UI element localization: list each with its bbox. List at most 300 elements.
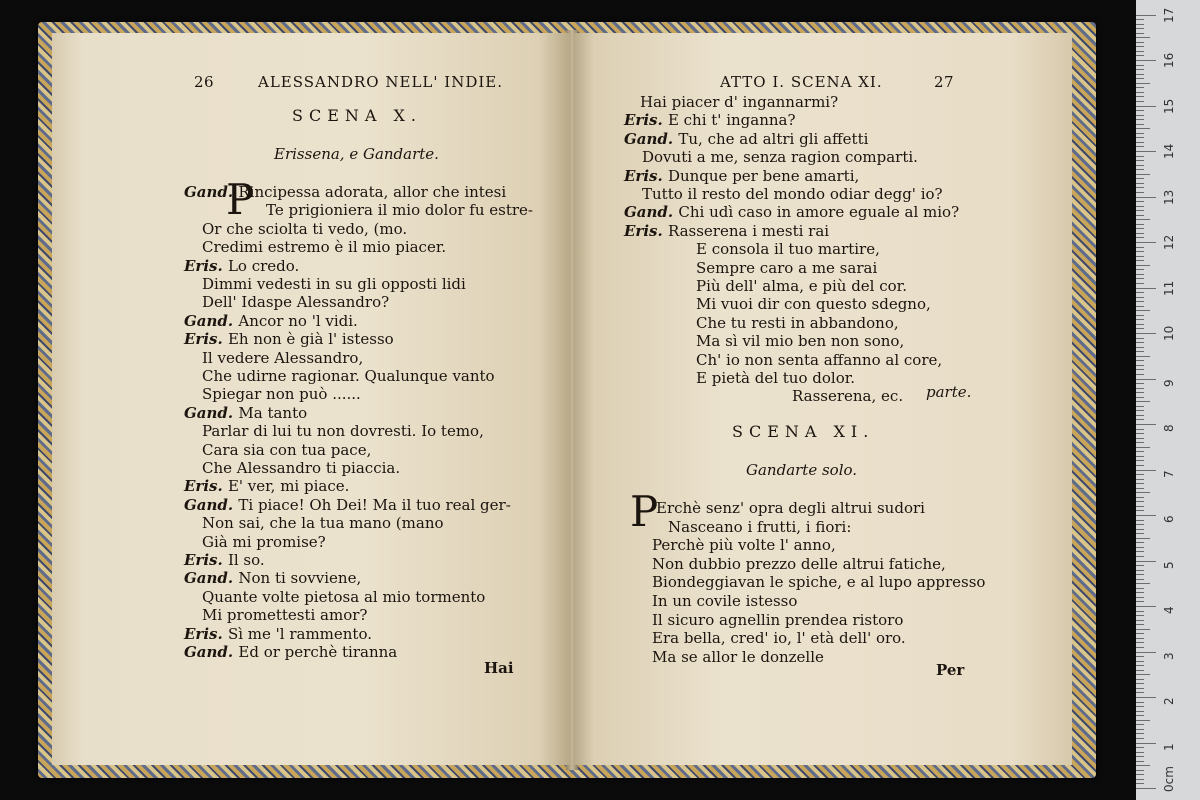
text-line bbox=[202, 459, 400, 477]
text-line bbox=[202, 422, 484, 440]
text-line bbox=[652, 629, 906, 647]
right-scene-title: SCENA XI. bbox=[732, 422, 875, 441]
text-line bbox=[624, 130, 868, 148]
ruler-tick bbox=[1136, 128, 1150, 129]
text-line bbox=[202, 367, 495, 385]
line-text: Ancor no 'l vidi. bbox=[238, 311, 358, 330]
left-page-number: 26 bbox=[194, 73, 215, 91]
ruler-number: 2 bbox=[1162, 697, 1176, 705]
ruler-number: 12 bbox=[1162, 234, 1176, 250]
ruler-tick bbox=[1136, 306, 1144, 307]
text-line bbox=[184, 183, 506, 201]
text-line bbox=[656, 499, 925, 517]
ruler-tick bbox=[1136, 447, 1150, 448]
line-text: Or che sciolta ti vedo, (mo. bbox=[202, 219, 408, 238]
text-line bbox=[652, 611, 903, 629]
ruler-tick bbox=[1136, 688, 1144, 689]
ruler-tick bbox=[1136, 497, 1144, 498]
ruler-tick bbox=[1136, 338, 1144, 339]
ruler-number: 3 bbox=[1162, 651, 1176, 660]
ruler-tick bbox=[1136, 215, 1144, 216]
ruler-tick bbox=[1136, 715, 1144, 716]
line-text: Hai piacer d' ingannarmi? bbox=[640, 93, 839, 111]
ruler-tick bbox=[1136, 251, 1144, 252]
speaker-label: Eris. bbox=[184, 551, 228, 569]
ruler-tick bbox=[1136, 83, 1150, 84]
line-text: Sempre caro a me sarai bbox=[696, 258, 878, 277]
line-text: Ch' io non senta affanno al core, bbox=[696, 350, 943, 369]
speaker-label: Eris. bbox=[184, 256, 228, 275]
line-text: E consola il tuo martire, bbox=[696, 240, 880, 259]
line-text: In un covile istesso bbox=[652, 592, 798, 610]
ruler-number: 5 bbox=[1162, 560, 1176, 569]
ruler-tick bbox=[1136, 724, 1144, 725]
speaker-label: Eris. bbox=[184, 477, 228, 496]
text-line bbox=[624, 222, 829, 240]
ruler-tick bbox=[1136, 683, 1144, 684]
ruler-tick bbox=[1136, 410, 1144, 411]
ruler-tick bbox=[1136, 351, 1144, 352]
ruler-tick bbox=[1136, 624, 1144, 625]
line-text: Già mi promise? bbox=[202, 532, 326, 551]
line-text: Non dubbio prezzo delle altrui fatiche, bbox=[652, 554, 946, 573]
line-text: Che Alessandro ti piaccia. bbox=[202, 459, 401, 477]
ruler-tick bbox=[1136, 301, 1144, 302]
ruler-number: 11 bbox=[1162, 280, 1176, 296]
ruler-tick bbox=[1136, 228, 1144, 229]
text-line bbox=[642, 148, 918, 166]
line-text: Erchè senz' opra degli altrui sudori bbox=[656, 499, 925, 517]
line-text: Nasceano i frutti, i fiori: bbox=[668, 517, 852, 536]
ruler-tick bbox=[1136, 379, 1156, 380]
ruler-tick bbox=[1136, 369, 1144, 370]
speaker-label: Gand. bbox=[624, 203, 679, 222]
ruler-tick bbox=[1136, 37, 1150, 38]
ruler-tick bbox=[1136, 247, 1144, 248]
ruler-tick bbox=[1136, 733, 1144, 734]
ruler-tick bbox=[1136, 460, 1144, 461]
ruler-tick bbox=[1136, 465, 1144, 466]
ruler-tick bbox=[1136, 720, 1150, 721]
right-running-head: ATTO I. SCENA XI. bbox=[720, 73, 883, 91]
ruler-tick bbox=[1136, 342, 1144, 343]
line-text: Dunque per bene amarti, bbox=[667, 166, 860, 185]
ruler-tick bbox=[1136, 615, 1144, 616]
ruler-tick bbox=[1136, 333, 1156, 334]
ruler-tick bbox=[1136, 761, 1144, 762]
ruler-tick bbox=[1136, 224, 1144, 225]
text-line bbox=[202, 606, 367, 624]
ruler-number: 15 bbox=[1162, 98, 1176, 114]
ruler-number: 7 bbox=[1162, 469, 1176, 478]
text-line bbox=[202, 293, 389, 311]
ruler-tick bbox=[1136, 747, 1144, 748]
exit-note: parte. bbox=[926, 383, 972, 401]
ruler-tick bbox=[1136, 392, 1144, 393]
line-text: Ma se allor le donzelle bbox=[652, 647, 824, 666]
ruler-tick bbox=[1136, 87, 1144, 88]
ruler-number: 17 bbox=[1162, 7, 1176, 23]
ruler-tick bbox=[1136, 606, 1156, 607]
speaker-label: Gand. bbox=[184, 643, 239, 661]
line-text: Rasserena i mesti rai bbox=[667, 221, 830, 240]
line-text: Dimmi vedesti in su gli opposti lidi bbox=[202, 275, 466, 293]
ruler-tick bbox=[1136, 774, 1144, 775]
text-line bbox=[652, 536, 836, 554]
ruler-tick bbox=[1136, 24, 1144, 25]
ruler-tick bbox=[1136, 679, 1144, 680]
ruler-tick bbox=[1136, 201, 1144, 202]
ruler-tick bbox=[1136, 501, 1144, 502]
ruler-tick bbox=[1136, 702, 1144, 703]
ruler-tick bbox=[1136, 160, 1144, 161]
measuring-ruler bbox=[1136, 0, 1200, 800]
text-line bbox=[202, 514, 444, 532]
ruler-tick bbox=[1136, 620, 1144, 621]
line-text: Sì me 'l rammento. bbox=[227, 624, 372, 643]
ruler-tick bbox=[1136, 92, 1144, 93]
ruler-tick bbox=[1136, 274, 1144, 275]
line-text: Dell' Idaspe Alessandro? bbox=[202, 293, 390, 312]
ruler-tick bbox=[1136, 69, 1144, 70]
ruler-tick bbox=[1136, 597, 1144, 598]
ruler-tick bbox=[1136, 187, 1144, 188]
text-line bbox=[642, 185, 943, 203]
ruler-tick bbox=[1136, 397, 1144, 398]
text-line bbox=[266, 201, 533, 219]
speaker-label: Eris. bbox=[624, 166, 668, 185]
ruler-tick bbox=[1136, 33, 1144, 34]
speaker-label: Gand. bbox=[184, 183, 239, 201]
ruler-tick bbox=[1136, 492, 1150, 493]
line-text: Non sai, che la tua mano (mano bbox=[202, 514, 444, 533]
line-text: Credimi estremo è il mio piacer. bbox=[202, 238, 447, 257]
speaker-label: Eris. bbox=[184, 330, 228, 349]
ruler-tick bbox=[1136, 374, 1144, 375]
text-line bbox=[696, 295, 931, 313]
ruler-tick bbox=[1136, 424, 1156, 425]
speaker-label: Gand. bbox=[624, 129, 679, 148]
line-text: Il sicuro agnellin prendea ristoro bbox=[652, 610, 904, 629]
ruler-tick bbox=[1136, 470, 1156, 471]
ruler-tick bbox=[1136, 588, 1144, 589]
left-running-head: ALESSANDRO NELL' INDIE. bbox=[258, 73, 503, 91]
ruler-tick bbox=[1136, 565, 1144, 566]
left-scene-title: SCENA X. bbox=[292, 106, 422, 125]
text-line bbox=[184, 643, 397, 661]
ruler-number: 14 bbox=[1162, 143, 1176, 159]
line-text: Era bella, cred' io, l' età dell' oro. bbox=[652, 629, 906, 648]
speaker-label: Gand. bbox=[184, 311, 239, 330]
line-text: Ma tanto bbox=[238, 403, 308, 422]
ruler-tick bbox=[1136, 656, 1144, 657]
text-line bbox=[652, 555, 946, 573]
speaker-label: Eris. bbox=[624, 221, 668, 240]
ruler-tick bbox=[1136, 419, 1144, 420]
ruler-tick bbox=[1136, 219, 1150, 220]
ruler-tick bbox=[1136, 547, 1144, 548]
ruler-tick bbox=[1136, 151, 1156, 152]
ruler-tick bbox=[1136, 697, 1156, 698]
ruler-tick bbox=[1136, 137, 1144, 138]
ruler-tick bbox=[1136, 133, 1144, 134]
text-line bbox=[696, 369, 855, 387]
ruler-tick bbox=[1136, 783, 1144, 784]
ruler-tick bbox=[1136, 665, 1144, 666]
ruler-tick bbox=[1136, 570, 1144, 571]
ruler-tick bbox=[1136, 383, 1144, 384]
text-line bbox=[652, 592, 797, 610]
ruler-tick bbox=[1136, 388, 1144, 389]
line-text: Eh non è già l' istesso bbox=[227, 330, 394, 349]
text-line bbox=[202, 588, 485, 606]
left-scene-subtitle: Erissena, e Gandarte. bbox=[274, 145, 439, 163]
line-text: Parlar di lui tu non dovresti. Io temo, bbox=[202, 422, 484, 441]
ruler-number: 4 bbox=[1162, 606, 1176, 614]
speaker-label: Gand. bbox=[184, 403, 239, 422]
ruler-tick bbox=[1136, 210, 1144, 211]
ruler-tick bbox=[1136, 442, 1144, 443]
ruler-tick bbox=[1136, 119, 1144, 120]
ruler-number: 6 bbox=[1162, 515, 1176, 523]
ruler-tick bbox=[1136, 542, 1144, 543]
line-text: Perchè più volte l' anno, bbox=[652, 536, 836, 555]
ruler-tick bbox=[1136, 752, 1144, 753]
line-text: Mi vuoi dir con questo sdegno, bbox=[696, 295, 931, 314]
ruler-tick bbox=[1136, 642, 1144, 643]
ruler-tick bbox=[1136, 520, 1144, 521]
ruler-tick bbox=[1136, 292, 1144, 293]
ruler-tick bbox=[1136, 647, 1144, 648]
ruler-number: 13 bbox=[1162, 189, 1176, 205]
ruler-tick bbox=[1136, 178, 1144, 179]
text-line bbox=[184, 625, 372, 643]
ruler-number: 16 bbox=[1162, 52, 1176, 68]
text-line bbox=[792, 387, 903, 405]
line-text: Tu, che ad altri gli affetti bbox=[678, 129, 869, 148]
ruler-tick bbox=[1136, 706, 1144, 707]
speaker-label: Gand. bbox=[184, 569, 239, 588]
ruler-tick bbox=[1136, 19, 1144, 20]
ruler-tick bbox=[1136, 96, 1144, 97]
ruler-tick bbox=[1136, 233, 1144, 234]
ruler-tick bbox=[1136, 347, 1144, 348]
ruler-tick bbox=[1136, 74, 1144, 75]
ruler-tick bbox=[1136, 674, 1150, 675]
text-line bbox=[184, 404, 307, 422]
text-line bbox=[202, 533, 326, 551]
ruler-tick bbox=[1136, 561, 1156, 562]
ruler-tick bbox=[1136, 101, 1144, 102]
ruler-tick bbox=[1136, 65, 1144, 66]
line-text: E chi t' inganna? bbox=[667, 111, 796, 130]
text-line bbox=[184, 551, 265, 569]
line-text: Che tu resti in abbandono, bbox=[696, 313, 899, 332]
line-text: Chi udì caso in amore eguale al mio? bbox=[678, 203, 960, 222]
line-text: Il vedere Alessandro, bbox=[202, 348, 364, 367]
line-text: Rincipessa adorata, allor che intesi bbox=[238, 183, 507, 201]
ruler-tick bbox=[1136, 256, 1144, 257]
ruler-tick bbox=[1136, 288, 1156, 289]
ruler-tick bbox=[1136, 479, 1144, 480]
ruler-tick bbox=[1136, 551, 1144, 552]
ruler-tick bbox=[1136, 738, 1144, 739]
ruler-tick bbox=[1136, 788, 1156, 789]
ruler-tick bbox=[1136, 46, 1144, 47]
speaker-label: Eris. bbox=[184, 624, 228, 643]
text-line bbox=[640, 93, 838, 111]
left-catchword: Hai bbox=[484, 659, 514, 677]
line-text: E pietà del tuo dolor. bbox=[696, 369, 856, 387]
text-line bbox=[696, 332, 904, 350]
ruler-tick bbox=[1136, 510, 1144, 511]
ruler-tick bbox=[1136, 611, 1144, 612]
ruler-tick bbox=[1136, 601, 1144, 602]
ruler-tick bbox=[1136, 483, 1144, 484]
ruler-tick bbox=[1136, 42, 1144, 43]
ruler-tick bbox=[1136, 779, 1144, 780]
ruler-tick bbox=[1136, 328, 1144, 329]
ruler-tick bbox=[1136, 242, 1156, 243]
ruler-tick bbox=[1136, 28, 1144, 29]
text-line bbox=[184, 477, 349, 495]
ruler-tick bbox=[1136, 529, 1144, 530]
ruler-tick bbox=[1136, 592, 1144, 593]
left-drop-cap: P bbox=[226, 175, 255, 224]
ruler-tick bbox=[1136, 15, 1156, 16]
ruler-tick bbox=[1136, 315, 1144, 316]
text-line bbox=[184, 496, 511, 514]
ruler-tick bbox=[1136, 174, 1150, 175]
ruler-tick bbox=[1136, 265, 1150, 266]
ruler-tick bbox=[1136, 192, 1144, 193]
ruler-tick bbox=[1136, 60, 1156, 61]
line-text: Che udirne ragionar. Qualunque vanto bbox=[202, 367, 495, 385]
line-text: Non ti sovviene, bbox=[238, 569, 362, 588]
ruler-tick bbox=[1136, 556, 1144, 557]
text-line bbox=[652, 648, 824, 666]
ruler-tick bbox=[1136, 711, 1144, 712]
ruler-tick bbox=[1136, 579, 1144, 580]
ruler-tick bbox=[1136, 406, 1144, 407]
text-line bbox=[696, 259, 877, 277]
ruler-tick bbox=[1136, 269, 1144, 270]
right-page bbox=[574, 33, 1072, 765]
text-line bbox=[202, 238, 446, 256]
ruler-tick bbox=[1136, 765, 1150, 766]
ruler-tick bbox=[1136, 297, 1144, 298]
ruler-tick bbox=[1136, 237, 1144, 238]
line-text: Rasserena, ec. bbox=[792, 387, 904, 406]
ruler-number: 10 bbox=[1162, 325, 1176, 341]
ruler-tick bbox=[1136, 401, 1150, 402]
line-text: Ed or perchè tiranna bbox=[238, 643, 398, 661]
ruler-tick bbox=[1136, 55, 1144, 56]
left-page bbox=[52, 33, 570, 765]
line-text: Cara sia con tua pace, bbox=[202, 440, 372, 459]
ruler-number: 8 bbox=[1162, 424, 1176, 432]
right-page-number: 27 bbox=[934, 73, 955, 91]
ruler-tick bbox=[1136, 533, 1144, 534]
text-line bbox=[652, 573, 985, 591]
text-line bbox=[624, 167, 859, 185]
text-line bbox=[624, 111, 796, 129]
ruler-tick bbox=[1136, 356, 1150, 357]
ruler-tick bbox=[1136, 156, 1144, 157]
ruler-tick bbox=[1136, 488, 1144, 489]
ruler-tick bbox=[1136, 743, 1156, 744]
ruler-tick bbox=[1136, 633, 1144, 634]
ruler-tick bbox=[1136, 638, 1144, 639]
ruler-tick bbox=[1136, 310, 1150, 311]
line-text: E' ver, mi piace. bbox=[227, 477, 350, 496]
speaker-label: Eris. bbox=[624, 111, 668, 130]
ruler-tick bbox=[1136, 165, 1144, 166]
line-text: Te prigioniera il mio dolor fu estre- bbox=[266, 201, 533, 220]
ruler-tick bbox=[1136, 770, 1144, 771]
ruler-tick bbox=[1136, 729, 1144, 730]
text-line bbox=[184, 330, 394, 348]
text-line bbox=[696, 240, 880, 258]
speaker-label: Gand. bbox=[184, 495, 239, 514]
ruler-tick bbox=[1136, 474, 1144, 475]
ruler-tick bbox=[1136, 629, 1150, 630]
ruler-tick bbox=[1136, 169, 1144, 170]
line-text: Dovuti a me, senza ragion comparti. bbox=[642, 148, 918, 167]
text-line bbox=[184, 257, 299, 275]
ruler-tick bbox=[1136, 451, 1144, 452]
ruler-tick bbox=[1136, 183, 1144, 184]
ruler-number: 1 bbox=[1162, 742, 1176, 751]
line-text: Ti piace! Oh Dei! Ma il tuo real ger- bbox=[238, 495, 511, 514]
ruler-tick bbox=[1136, 415, 1144, 416]
ruler-tick bbox=[1136, 146, 1144, 147]
ruler-tick bbox=[1136, 661, 1144, 662]
ruler-tick bbox=[1136, 756, 1144, 757]
ruler-tick bbox=[1136, 583, 1150, 584]
text-line bbox=[184, 312, 358, 330]
ruler-tick bbox=[1136, 142, 1144, 143]
ruler-tick bbox=[1136, 197, 1156, 198]
ruler-tick bbox=[1136, 506, 1144, 507]
ruler-tick bbox=[1136, 319, 1144, 320]
ruler-tick bbox=[1136, 670, 1144, 671]
ruler-number: 9 bbox=[1162, 378, 1176, 387]
ruler-tick bbox=[1136, 115, 1144, 116]
ruler-tick bbox=[1136, 515, 1156, 516]
text-line bbox=[202, 220, 407, 238]
ruler-tick bbox=[1136, 206, 1144, 207]
line-text: Lo credo. bbox=[227, 256, 300, 275]
ruler-tick bbox=[1136, 433, 1144, 434]
line-text: Più dell' alma, e più del cor. bbox=[696, 277, 907, 295]
ruler-tick bbox=[1136, 278, 1144, 279]
ruler-tick bbox=[1136, 365, 1144, 366]
text-line bbox=[202, 441, 371, 459]
ruler-tick bbox=[1136, 429, 1144, 430]
right-scene-subtitle: Gandarte solo. bbox=[746, 461, 858, 479]
text-line bbox=[624, 203, 959, 221]
text-line bbox=[202, 385, 361, 403]
ruler-tick bbox=[1136, 324, 1144, 325]
text-line bbox=[696, 351, 942, 369]
ruler-tick bbox=[1136, 652, 1156, 653]
ruler-tick bbox=[1136, 438, 1144, 439]
ruler-unit-label: 0cm bbox=[1162, 766, 1176, 792]
ruler-tick bbox=[1136, 110, 1144, 111]
ruler-tick bbox=[1136, 260, 1144, 261]
line-text: Mi promettesti amor? bbox=[202, 606, 368, 625]
